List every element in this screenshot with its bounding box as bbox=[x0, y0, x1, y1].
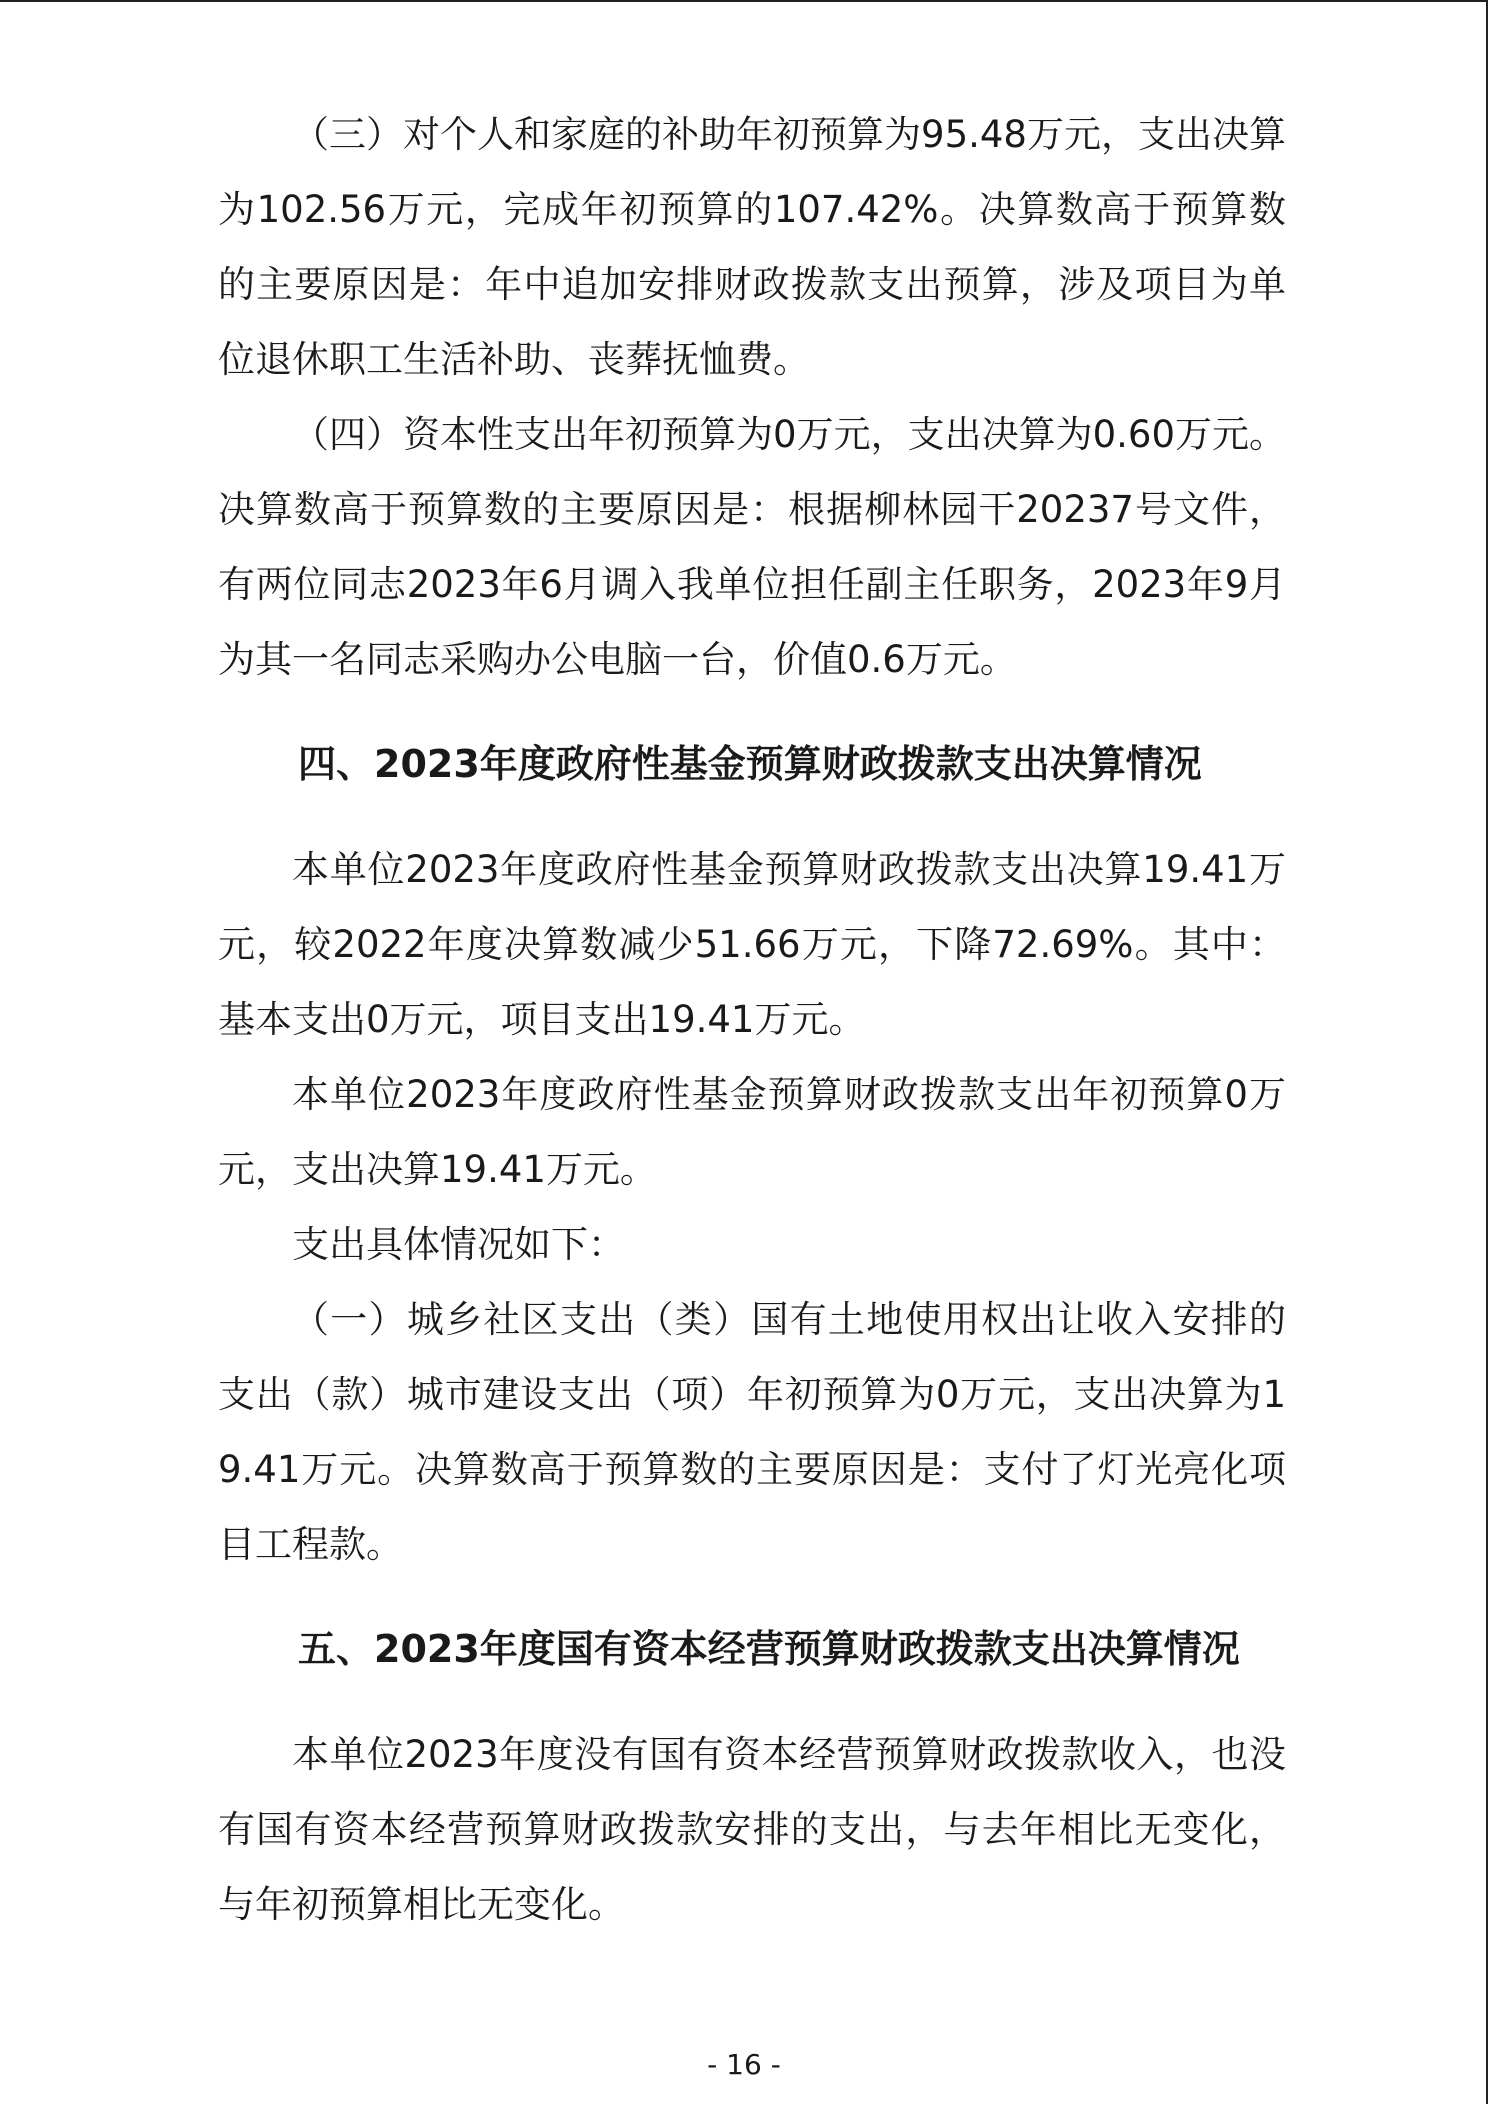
paragraph-fund-budget: 本单位2023年度政府性基金预算财政拨款支出年初预算0万元，支出决算19.41万元。 bbox=[218, 1073, 1286, 1191]
paragraph-state-capital: 本单位2023年度没有国有资本经营预算财政拨款收入，也没有国有资本经营预算财政拨款安排的支出，与去年相比无变化，与年初预算相比无变化。 bbox=[218, 1733, 1286, 1926]
spacer bbox=[218, 1687, 1286, 1717]
page-content bbox=[218, 97, 1286, 1942]
page-number: - 16 - bbox=[707, 2048, 781, 2081]
spacer bbox=[218, 1582, 1286, 1612]
spacer bbox=[218, 802, 1286, 832]
paragraph-personal-subsidy: （三）对个人和家庭的补助年初预算为95.48万元，支出决算为102.56万元，完成年初预算的107.42%。决算数高于预算数的主要原因是：年中追加安排财政拨款支出预算，涉及项目为单位退休职工生活补助、丧葬抚恤费。 bbox=[218, 113, 1286, 381]
paragraph-fund-details-intro: 支出具体情况如下： bbox=[292, 1223, 625, 1266]
section-heading-government-fund: 四、2023年度政府性基金预算财政拨款支出决算情况 bbox=[298, 742, 1202, 786]
paragraph-fund-total: 本单位2023年度政府性基金预算财政拨款支出决算19.41万元，较2022年度决算数减少51.66万元，下降72.69%。其中：基本支出0万元，项目支出19.41万元。 bbox=[218, 848, 1286, 1041]
paragraph-capital-expenditure: （四）资本性支出年初预算为0万元，支出决算为0.60万元。决算数高于预算数的主要原因是：根据柳林园干20237号文件，有两位同志2023年6月调入我单位担任副主任职务，2023年9月为其一名同志采购办公电脑一台，价值0.6万元。 bbox=[218, 413, 1286, 681]
spacer bbox=[218, 697, 1286, 727]
paragraph-fund-urban-construction: （一）城乡社区支出（类）国有土地使用权出让收入安排的支出（款）城市建设支出（项）年初预算为0万元，支出决算为19.41万元。决算数高于预算数的主要原因是：支付了灯光亮化项目工程款。 bbox=[218, 1298, 1286, 1566]
section-heading-state-capital: 五、2023年度国有资本经营预算财政拨款支出决算情况 bbox=[298, 1627, 1240, 1671]
